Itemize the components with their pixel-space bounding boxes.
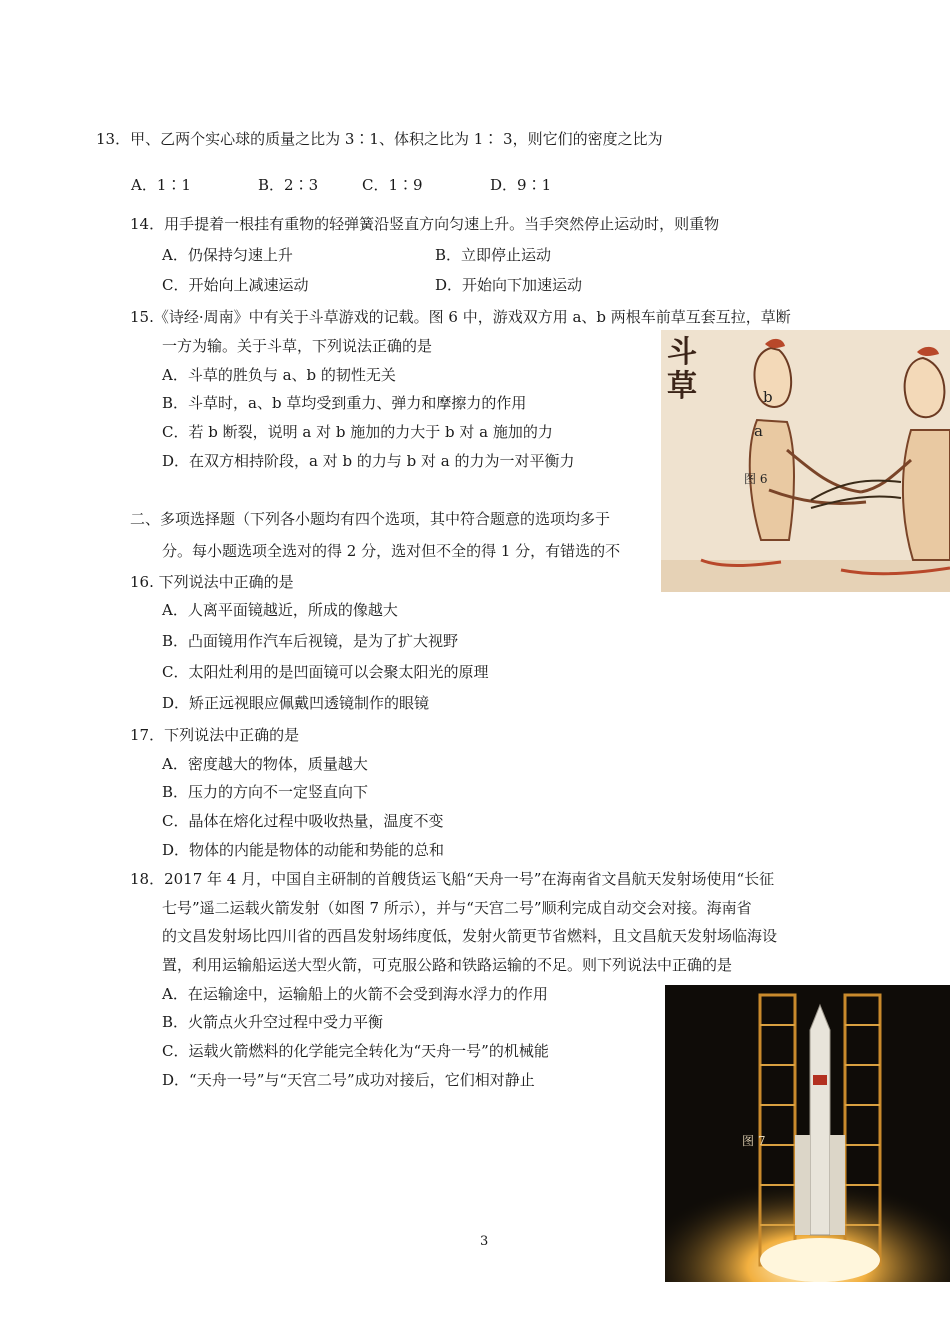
figure-6-grass-game-illustration <box>661 330 950 592</box>
q13-option-c: C．1∶9 <box>362 176 423 194</box>
q18-option-a: A．在运输途中，运输船上的火箭不会受到海水浮力的作用 <box>162 985 548 1003</box>
section2-heading-line2: 分。每小题选项全选对的得 2 分，选对但不全的得 1 分，有错选的不 <box>162 542 621 560</box>
figure-6-label-b: b <box>763 388 773 406</box>
q13-option-b: B．2∶3 <box>258 176 319 194</box>
q18-stem-line3: 的文昌发射场比四川省的西昌发射场纬度低，发射火箭更节省燃料，且文昌航天发射场临海设 <box>162 927 778 945</box>
q14-stem: 14．用手提着一根挂有重物的轻弹簧沿竖直方向匀速上升。当手突然停止运动时，则重物 <box>130 215 720 233</box>
page-number: 3 <box>480 1234 489 1249</box>
q15-stem-line2: 一方为输。关于斗草，下列说法正确的是 <box>162 337 433 355</box>
q18-option-d: D．“天舟一号”与“天宫二号”成功对接后，它们相对静止 <box>162 1071 535 1089</box>
q14-option-b: B．立即停止运动 <box>435 246 552 264</box>
q18-option-b: B．火箭点火升空过程中受力平衡 <box>162 1013 384 1031</box>
q15-option-d: D．在双方相持阶段，a 对 b 的力与 b 对 a 的力为一对平衡力 <box>162 452 575 470</box>
q13-option-d: D．9∶1 <box>490 176 552 194</box>
q16-option-d: D．矫正远视眼应佩戴凹透镜制作的眼镜 <box>162 694 430 712</box>
q17-option-c: C．晶体在熔化过程中吸收热量，温度不变 <box>162 812 444 830</box>
figure-6-label-a: a <box>754 422 763 440</box>
figure-7-caption: 图 7 <box>742 1134 766 1148</box>
section2-heading-line1: 二、多项选择题（下列各小题均有四个选项，其中符合题意的选项均多于 <box>130 510 611 528</box>
figure-6-title: 斗草 <box>667 335 697 404</box>
q15-option-b: B．斗草时，a、b 草均受到重力、弹力和摩擦力的作用 <box>162 394 527 412</box>
figure-7-rocket-launch-photo <box>665 985 950 1282</box>
q14-option-a: A．仍保持匀速上升 <box>162 246 293 264</box>
q13-stem: 13．甲、乙两个实心球的质量之比为 3∶1、体积之比为 1∶ 3，则它们的密度之比为 <box>96 130 663 148</box>
q18-stem-line1: 18．2017 年 4 月，中国自主研制的首艘货运飞船“天舟一号”在海南省文昌航天发射场使用“长征 <box>130 870 775 888</box>
q14-option-c: C．开始向上减速运动 <box>162 276 309 294</box>
figure-6-drawing <box>661 330 950 592</box>
q18-option-c: C．运载火箭燃料的化学能完全转化为“天舟一号”的机械能 <box>162 1042 549 1060</box>
figure-7-drawing <box>665 985 950 1282</box>
q15-stem-line1: 15.《诗经·周南》中有关于斗草游戏的记载。图 6 中，游戏双方用 a、b 两根车前草互套互拉，草断 <box>130 308 791 326</box>
q15-option-c: C．若 b 断裂，说明 a 对 b 施加的力大于 b 对 a 施加的力 <box>162 423 553 441</box>
q17-stem: 17．下列说法中正确的是 <box>130 726 300 744</box>
q16-option-b: B．凸面镜用作汽车后视镜，是为了扩大视野 <box>162 632 459 650</box>
q15-option-a: A．斗草的胜负与 a、b 的韧性无关 <box>162 366 396 384</box>
q17-option-d: D．物体的内能是物体的动能和势能的总和 <box>162 841 445 859</box>
q17-option-b: B．压力的方向不一定竖直向下 <box>162 783 369 801</box>
q13-option-a: A．1∶1 <box>131 176 191 194</box>
q18-stem-line2: 七号”遥二运载火箭发射（如图 7 所示），并与“天宫二号”顺利完成自动交会对接。海南省 <box>162 899 752 917</box>
q17-option-a: A．密度越大的物体，质量越大 <box>162 755 368 773</box>
q14-option-d: D．开始向下加速运动 <box>435 276 583 294</box>
q16-option-a: A．人离平面镜越近，所成的像越大 <box>162 601 398 619</box>
q16-stem: 16. 下列说法中正确的是 <box>130 573 294 591</box>
figure-6-caption: 图 6 <box>744 472 768 486</box>
q16-option-c: C．太阳灶利用的是凹面镜可以会聚太阳光的原理 <box>162 663 489 681</box>
q18-stem-line4: 置，利用运输船运送大型火箭，可克服公路和铁路运输的不足。则下列说法中正确的是 <box>162 956 733 974</box>
